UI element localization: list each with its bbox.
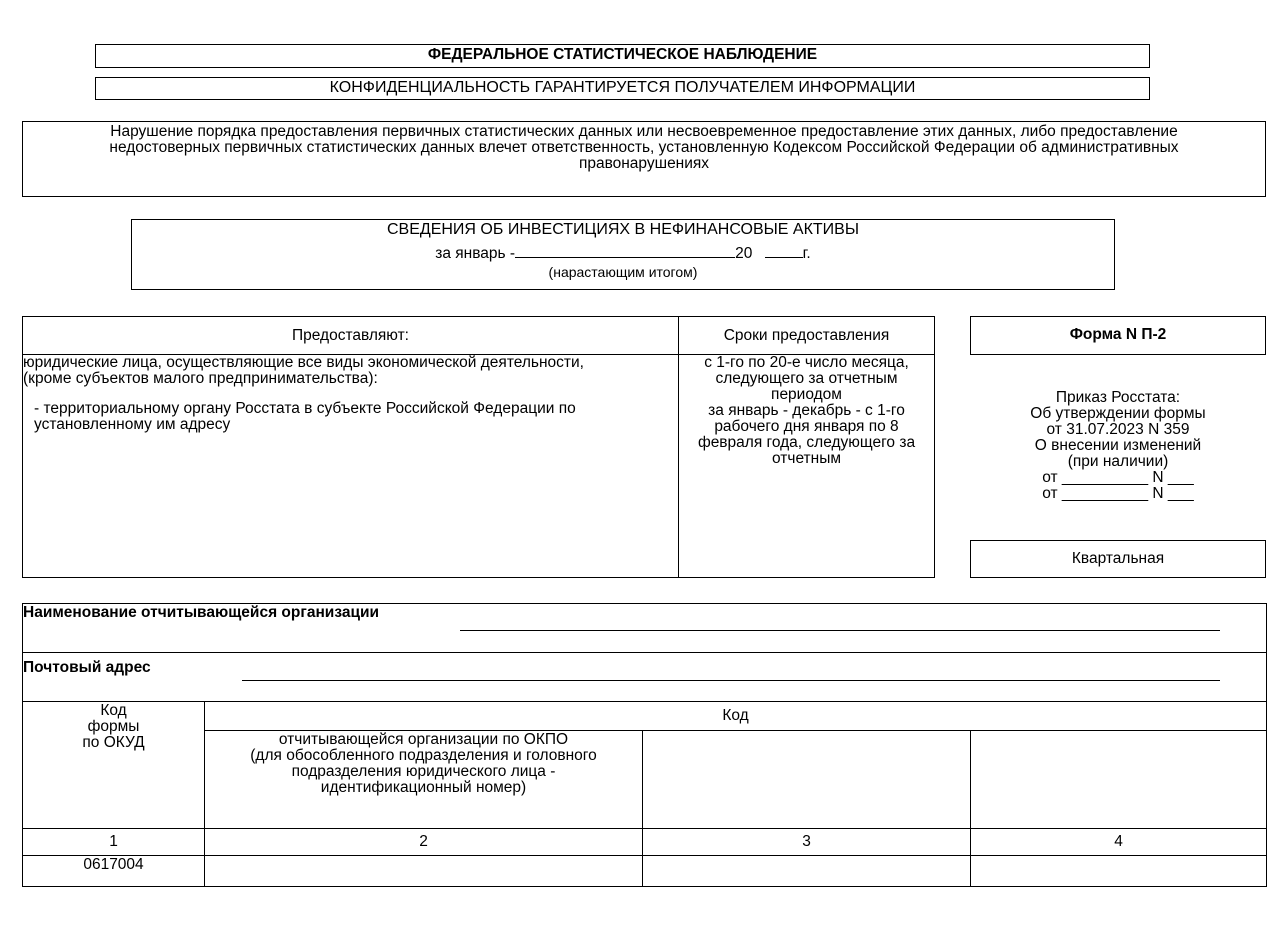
form-order bbox=[970, 390, 1266, 502]
order-line: О внесении изменений bbox=[1034, 437, 1202, 454]
deadlines-line: с 1-го по 20-е число месяца, bbox=[704, 354, 909, 371]
okpo-header-line: (для обособленного подразделения и головного bbox=[250, 747, 597, 764]
order-line: Об утверждении формы bbox=[1030, 405, 1206, 422]
deadlines-line: февраля года, следующего за bbox=[697, 434, 916, 451]
submitters-item: установленному им адресу bbox=[34, 416, 231, 433]
confidentiality-note: КОНФИДЕНЦИАЛЬНОСТЬ ГАРАНТИРУЕТСЯ ПОЛУЧАТЕЛЕМ ИНФОРМАЦИИ bbox=[95, 77, 1150, 100]
organization-name-label: Наименование отчитывающейся организации bbox=[23, 604, 380, 621]
cumulative-note: (нарастающим итогом) bbox=[548, 264, 698, 280]
code-col4-header bbox=[971, 731, 1267, 829]
column-number: 3 bbox=[643, 829, 971, 856]
legal-warning-line: правонарушениях bbox=[578, 155, 710, 172]
okud-header-line: Код bbox=[100, 702, 127, 719]
okpo-header-line: подразделения юридического лица - bbox=[291, 763, 556, 780]
period-field[interactable] bbox=[515, 243, 735, 258]
code-col3-value-cell[interactable] bbox=[643, 856, 971, 887]
code-col4-value-cell[interactable] bbox=[971, 856, 1267, 887]
deadlines-header: Сроки предоставления bbox=[679, 317, 935, 355]
deadlines-line: отчетным bbox=[771, 450, 842, 467]
submitters-cell bbox=[23, 355, 679, 578]
periodicity-box: Квартальная bbox=[970, 540, 1266, 578]
year-suffix: г. bbox=[802, 245, 811, 262]
submitters-item: - территориальному органу Росстата в субъекте Российской Федерации по bbox=[34, 400, 576, 417]
deadlines-line: за январь - декабрь - с 1-го bbox=[708, 402, 905, 419]
okpo-value-cell[interactable] bbox=[205, 856, 643, 887]
deadlines-line: рабочего дня января по 8 bbox=[714, 418, 899, 435]
column-number: 1 bbox=[23, 829, 205, 856]
deadlines-line: следующего за отчетным bbox=[715, 370, 898, 387]
submitters-line: (кроме субъектов малого предпринимательства): bbox=[23, 370, 378, 387]
deadlines-cell bbox=[679, 355, 935, 578]
code-col3-header bbox=[643, 731, 971, 829]
legal-warning-line: недостоверных первичных статистических данных влечет ответственность, установленную Кодексом Российской Федерации об административных bbox=[109, 139, 1179, 156]
okpo-header-line: отчитывающейся организации по ОКПО bbox=[278, 731, 569, 748]
column-number: 4 bbox=[971, 829, 1267, 856]
okud-value: 0617004 bbox=[23, 856, 205, 887]
okud-header-line: по ОКУД bbox=[82, 734, 145, 751]
okud-header bbox=[23, 702, 205, 829]
order-line: от 31.07.2023 N 359 bbox=[1046, 421, 1190, 438]
legal-warning bbox=[22, 121, 1266, 197]
organization-table bbox=[22, 603, 1266, 886]
organization-name-field[interactable] bbox=[460, 630, 1220, 631]
legal-warning-line: Нарушение порядка предоставления первичных статистических данных или несвоевременное предоставление этих данных, либо предоставление bbox=[110, 123, 1178, 140]
report-period bbox=[132, 243, 1114, 263]
order-line: Приказ Росстата: bbox=[1055, 389, 1181, 406]
submitters-line: юридические лица, осуществляющие все виды экономической деятельности, bbox=[23, 354, 584, 371]
okpo-header bbox=[205, 731, 643, 829]
okud-header-line: формы bbox=[87, 718, 140, 735]
postal-address-label: Почтовый адрес bbox=[23, 659, 151, 676]
order-line: от __________ N ___ bbox=[1042, 485, 1194, 502]
report-title: СВЕДЕНИЯ ОБ ИНВЕСТИЦИЯХ В НЕФИНАНСОВЫЕ АКТИВЫ bbox=[386, 221, 860, 238]
period-prefix: за январь - bbox=[435, 245, 516, 262]
report-title-box bbox=[131, 219, 1115, 290]
submitters-table bbox=[22, 316, 934, 578]
submitters-header: Предоставляют: bbox=[23, 317, 679, 355]
okpo-header-line: идентификационный номер) bbox=[320, 779, 527, 796]
form-title: ФЕДЕРАЛЬНОЕ СТАТИСТИЧЕСКОЕ НАБЛЮДЕНИЕ bbox=[95, 44, 1150, 68]
postal-address-field[interactable] bbox=[242, 680, 1220, 681]
order-line: от __________ N ___ bbox=[1042, 469, 1194, 486]
form-name: Форма N П-2 bbox=[970, 316, 1266, 355]
column-number: 2 bbox=[205, 829, 643, 856]
order-line: (при наличии) bbox=[1067, 453, 1169, 470]
year-field[interactable] bbox=[765, 243, 803, 258]
postal-address-row bbox=[23, 653, 1267, 702]
organization-name-row bbox=[23, 604, 1267, 653]
code-header: Код bbox=[205, 702, 1267, 731]
deadlines-line: периодом bbox=[771, 386, 842, 403]
year-prefix: 20 bbox=[735, 245, 753, 262]
